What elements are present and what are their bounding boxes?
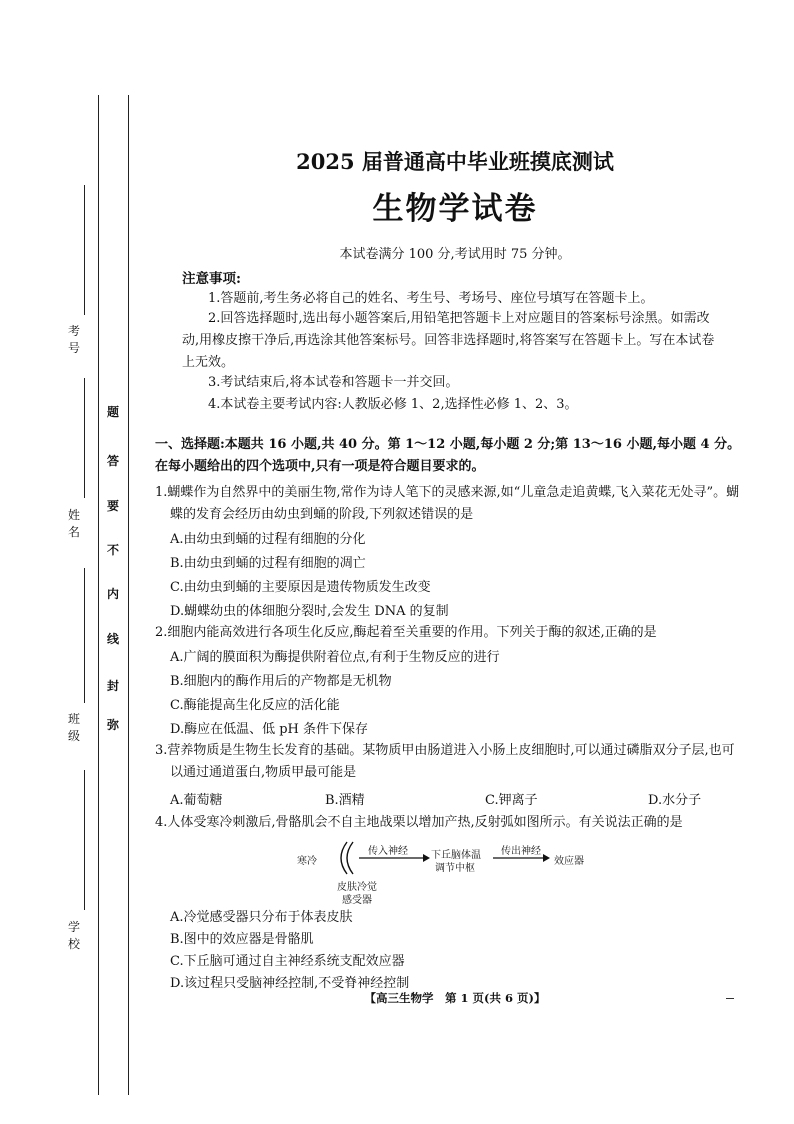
seal-char-4: 不 (107, 543, 120, 557)
question-4-stem: 4.人体受寒冷刺激后,骨骼肌会不自主地战栗以增加产热,反射弧如图所示。有关说法正确的是 (155, 815, 683, 830)
name-underline (84, 378, 85, 498)
question-4-option-a: A.冷觉感受器只分布于体表皮肤 (170, 910, 353, 925)
notice-heading: 注意事项: (182, 271, 241, 287)
seal-char-7: 封 (107, 679, 120, 693)
question-2-option-a: A.广阔的膜面积为酶提供附着位点,有利于生物反应的进行 (170, 650, 500, 665)
diagram-receptor-line2: 感受器 (342, 895, 372, 906)
question-3-option-d: D.水分子 (648, 793, 702, 808)
question-1-option-c: C.由幼虫到蛹的主要原因是遗传物质发生改变 (170, 580, 431, 595)
question-2-option-c: C.酶能提高生化反应的活化能 (170, 698, 340, 713)
diagram-afferent: 传入神经 (368, 846, 408, 857)
school-underline (84, 770, 85, 910)
seal-char-6: 线 (107, 632, 120, 646)
seal-char-3: 要 (107, 499, 120, 513)
question-3-option-b: B.酒精 (325, 793, 365, 808)
question-4-option-b: B.图中的效应器是骨骼肌 (170, 932, 314, 947)
diagram-effector: 效应器 (554, 856, 584, 867)
page-footer: 【高三生物学 第 1 页(共 6 页)】 (364, 991, 546, 1005)
question-3-option-a: A.葡萄糖 (170, 793, 223, 808)
question-2-option-b: B.细胞内的酶作用后的产物都是无机物 (170, 674, 392, 689)
diagram-center-line2: 调节中枢 (435, 863, 475, 874)
diagram-center-line1: 下丘脑体温 (431, 850, 481, 861)
notice-item-4: 4.本试卷主要考试内容:人教版必修 1、2,选择性必修 1、2、3。 (208, 397, 578, 412)
seal-char-1: 题 (107, 405, 120, 419)
question-1-option-a: A.由幼虫到蛹的过程有细胞的分化 (170, 532, 366, 547)
name-label: 姓名 (68, 508, 81, 539)
seal-char-5: 内 (107, 587, 120, 601)
margin-rule-outer (98, 95, 99, 1095)
notice-item-2: 2.回答选择题时,选出每小题答案后,用铅笔把答题卡上对应题目的答案标号涂黑。如需改动,用橡皮擦干净后,再选涂其他答案标号。回答非选择题时,将答案写在答题卡上。写在本试卷上无效。 (182, 311, 715, 370)
section-heading: 一、选择题:本题共 16 小题,共 40 分。第 1～12 小题,每小题 2 分;第 13～16 小题,每小题 4 分。在每小题给出的四个选项中,只有一项是符合题目要求的。 (155, 437, 741, 474)
question-1-option-d: D.蝴蝶幼虫的体细胞分裂时,会发生 DNA 的复制 (170, 604, 449, 619)
school-label: 学校 (68, 920, 81, 951)
seal-char-2: 答 (107, 454, 120, 468)
question-3-stem: 3.营养物质是生物生长发育的基础。某物质甲由肠道进入小肠上皮细胞时,可以通过磷脂双分子层,也可以通过通道蛋白,物质甲最可能是 (155, 743, 735, 780)
question-2-stem: 2.细胞内能高效进行各项生化反应,酶起着至关重要的作用。下列关于酶的叙述,正确的是 (155, 625, 657, 640)
diagram-stimulus: 寒冷 (297, 856, 317, 867)
question-1-option-b: B.由幼虫到蛹的过程有细胞的凋亡 (170, 556, 366, 571)
class-underline (84, 568, 85, 703)
question-2-option-d: D.酶应在低温、低 pH 条件下保存 (170, 722, 369, 737)
class-label: 班级 (68, 712, 81, 743)
question-4-option-d: D.该过程只受脑神经控制,不受脊神经控制 (170, 976, 410, 991)
seal-char-8: 弥 (107, 718, 120, 732)
diagram-receptor-line1: 皮肤冷觉 (337, 882, 377, 893)
exam-no-underline (84, 185, 85, 315)
corner-mark (726, 998, 734, 999)
margin-rule-inner (128, 95, 129, 1095)
subject-title: 生物学试卷 (372, 191, 538, 227)
notice-item-3: 3.考试结束后,将本试卷和答题卡一并交回。 (208, 375, 459, 390)
question-4-option-c: C.下丘脑可通过自主神经系统支配效应器 (170, 954, 405, 969)
reflex-arc-diagram (295, 838, 645, 908)
diagram-efferent: 传出神经 (501, 846, 541, 857)
exam-title: 2025 届普通高中毕业班摸底测试 (296, 149, 614, 174)
exam-no-label: 考号 (68, 324, 81, 355)
exam-info: 本试卷满分 100 分,考试用时 75 分钟。 (339, 247, 571, 262)
question-3-option-c: C.钾离子 (485, 793, 538, 808)
notice-item-1: 1.答题前,考生务必将自己的姓名、考生号、考场号、座位号填写在答题卡上。 (208, 291, 654, 306)
question-1-stem: 1.蝴蝶作为自然界中的美丽生物,常作为诗人笔下的灵感来源,如“儿童急走追黄蝶,飞入菜花无处寻”。蝴蝶的发育会经历由幼虫到蛹的阶段,下列叙述错误的是 (155, 485, 740, 522)
